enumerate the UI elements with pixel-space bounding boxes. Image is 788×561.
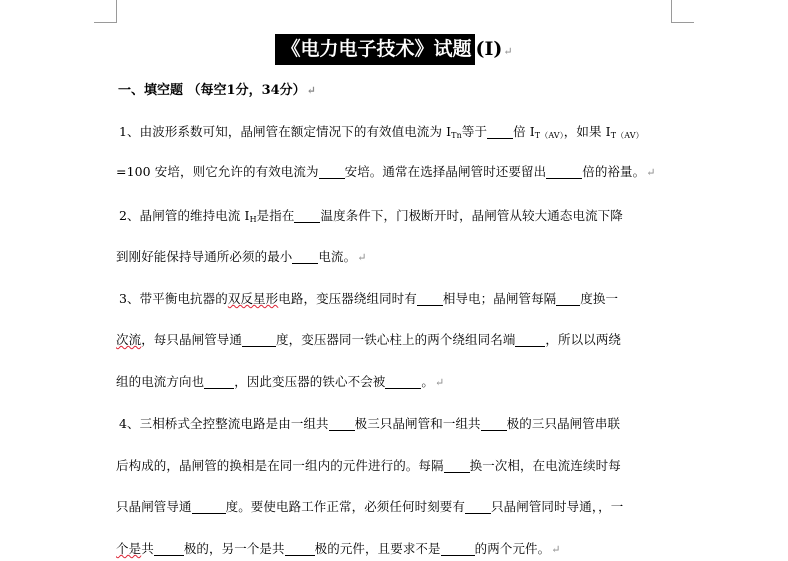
text-run: 极三只晶闸管和一组共 (354, 416, 481, 431)
fill-blank[interactable] (465, 499, 491, 514)
text-run: 极的三只晶闸管串联 (506, 416, 621, 431)
question-1-line-1[interactable] (119, 122, 644, 141)
fill-blank[interactable] (285, 541, 315, 556)
section-heading-text: 一、填空题 （每空1分，34分） (118, 83, 306, 98)
text-run: ，因此变压器的铁心不会被 (234, 374, 386, 389)
text-run: 极的元件，且要求不是 (314, 541, 441, 556)
question-4-line-2[interactable] (116, 456, 621, 474)
text-run: 极的，另一个是共 (183, 541, 285, 556)
crop-mark-left (94, 0, 117, 23)
subscript: H (249, 215, 257, 224)
text-run: ，所以以两绕 (545, 332, 622, 347)
text-run: 温度条件下，门极断开时，晶闸管从较大通态电流下降 (320, 208, 623, 223)
text-run: 度。要使电路工作正常，必须任何时刻要有 (225, 499, 466, 514)
text-run: 倍 I (513, 124, 535, 139)
fill-blank[interactable] (385, 374, 421, 389)
question-4-line-3[interactable] (116, 497, 623, 515)
text-run: 后构成的，晶闸管的换相是在同一组内的元件进行的。每隔 (116, 458, 444, 473)
fill-blank[interactable] (242, 332, 276, 347)
text-run: 4、三相桥式全控整流电路是由一组共 (119, 416, 329, 431)
fill-blank[interactable] (441, 541, 475, 556)
question-2-line-2[interactable] (116, 247, 367, 265)
fill-blank[interactable] (481, 416, 507, 431)
text-run: ，每只晶闸管导通 (141, 332, 243, 347)
question-2-line-1[interactable] (119, 206, 623, 224)
fill-blank[interactable] (329, 416, 355, 431)
crop-mark-right (671, 0, 694, 23)
text-run: =100 安培，则它允许的有效电流为 (116, 164, 319, 179)
subscript: T（AV） (534, 131, 564, 140)
text-run: 等于 (461, 124, 488, 139)
spellcheck-text: 个是 (116, 541, 142, 556)
title-line (0, 34, 788, 67)
fill-blank[interactable] (515, 332, 545, 347)
fill-blank[interactable] (319, 164, 345, 179)
text-run: 的两个元件。 (474, 541, 551, 556)
subscript: T（AV） (610, 131, 644, 140)
paragraph-mark: ↵ (435, 376, 445, 389)
fill-blank[interactable] (204, 374, 234, 389)
text-run: 是指在 (256, 208, 295, 223)
text-run: 只晶闸管导通 (116, 499, 192, 514)
spellcheck-text: 次流 (116, 332, 142, 347)
fill-blank[interactable] (292, 249, 318, 264)
fill-blank[interactable] (487, 124, 513, 139)
question-3-line-3[interactable] (116, 372, 444, 390)
paragraph-mark: ↵ (503, 45, 513, 58)
text-run: 度换一 (580, 291, 619, 306)
subscript: Tn (451, 131, 462, 140)
paragraph-mark: ↵ (357, 251, 367, 264)
fill-blank[interactable] (417, 291, 443, 306)
text-run: 倍的裕量。 (582, 164, 646, 179)
text-run: 共 (141, 541, 154, 556)
section-heading[interactable] (118, 79, 316, 98)
text-run: 3、带平衡电抗器的 (119, 291, 228, 306)
paragraph-mark: ↵ (646, 166, 656, 179)
text-run: 度，变压器同一铁心柱上的两个绕组同名端 (276, 332, 516, 347)
text-run: 电流。 (318, 249, 357, 264)
text-run: 1、由波形系数可知，晶闸管在额定情况下的有效值电流为 I (119, 124, 452, 139)
text-run: 。 (421, 374, 435, 389)
document-title[interactable]: 《电力电子技术》试题 (275, 34, 475, 67)
fill-blank[interactable] (546, 164, 582, 179)
text-run: 换一次相，在电流连续时每 (469, 458, 621, 473)
spellcheck-text: 双反星形 (227, 291, 279, 306)
text-run: 安培。通常在选择晶闸管时还要留出 (344, 164, 547, 179)
fill-blank[interactable] (192, 499, 226, 514)
text-run: 到刚好能保持导通所必须的最小 (116, 249, 293, 264)
text-run: 相导电；晶闸管每隔 (442, 291, 557, 306)
fill-blank[interactable] (444, 458, 470, 473)
text-run: ，如果 I (563, 124, 611, 139)
paragraph-mark: ↵ (306, 84, 316, 97)
text-run: 组的电流方向也 (116, 374, 205, 389)
paragraph-mark: ↵ (551, 543, 561, 556)
fill-blank[interactable] (154, 541, 184, 556)
question-1-line-2[interactable] (116, 162, 656, 180)
text-run: 电路，变压器绕组同时有 (278, 291, 417, 306)
fill-blank[interactable] (556, 291, 580, 306)
question-3-line-2[interactable] (116, 330, 621, 348)
text-run: 只晶闸管同时导通，，一 (491, 499, 624, 514)
text-run: 2、晶闸管的维持电流 I (119, 208, 250, 223)
question-4-line-4[interactable] (116, 539, 561, 557)
question-3-line-1[interactable] (119, 289, 618, 307)
title-suffix[interactable]: (I) (475, 38, 503, 60)
question-4-line-1[interactable] (119, 414, 620, 432)
fill-blank[interactable] (294, 208, 320, 223)
